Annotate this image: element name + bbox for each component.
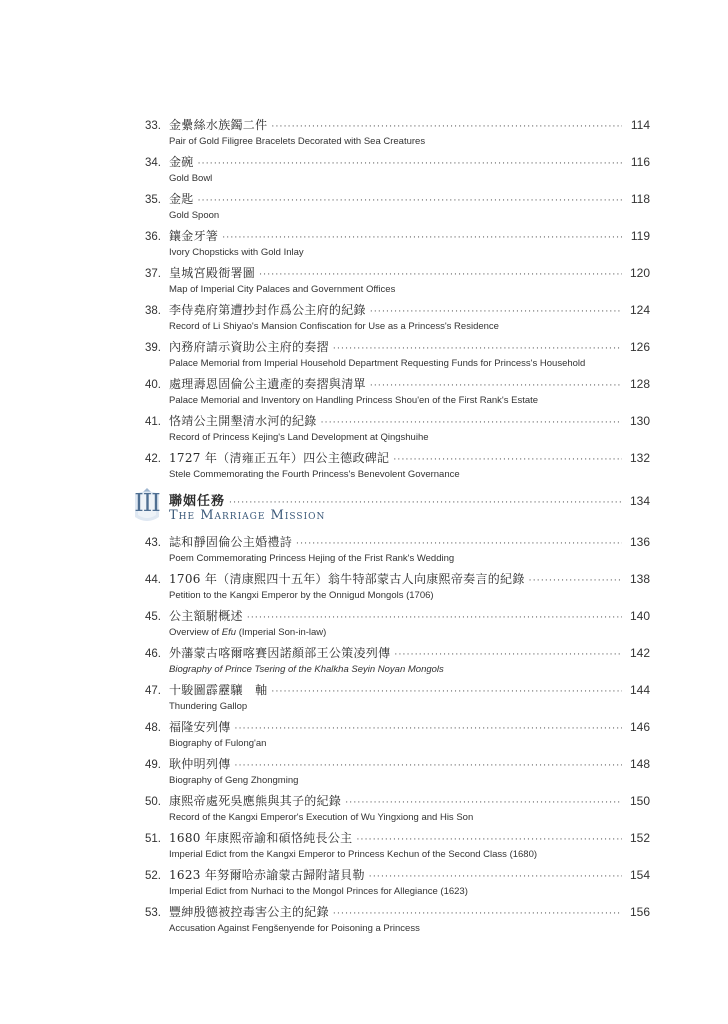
leader-dots [394, 650, 622, 660]
toc-entry[interactable] [145, 227, 650, 259]
toc-entry-title-row [145, 116, 650, 135]
entry-title-chinese: 1680 年康熙帝諭和碩恪純長公主 [169, 831, 353, 845]
entry-title-english: Map of Imperial City Palaces and Government Offices [169, 284, 396, 295]
entry-title-english: Palace Memorial and Inventory on Handling Princess Shou'en of the First Rank's Estate [169, 395, 539, 406]
toc-entry[interactable] [145, 264, 650, 296]
entry-title-english: Biography of Geng Zhongming [169, 775, 299, 786]
entry-title-english: Stele Commemorating the Fourth Princess's Benevolent Governance [169, 469, 460, 480]
entry-number: 51. [145, 833, 161, 845]
entry-page-number: 118 [630, 192, 650, 206]
entry-number: 46. [145, 648, 161, 660]
entry-title-english-prefix: Overview of [169, 627, 222, 638]
entry-number: 53. [145, 907, 161, 919]
entry-title-chinese: 處理壽恩固倫公主遺產的奏摺與清單 [169, 377, 366, 391]
entry-title-chinese: 金匙 [169, 192, 194, 206]
entry-title-chinese: 誌和靜固倫公主婚禮詩 [169, 535, 293, 549]
leader-dots [356, 835, 622, 845]
toc-entry-title-row [145, 338, 650, 357]
entry-title-english-italic: Efu [221, 627, 237, 638]
entry-title-english: Poem Commemorating Princess Hejing of the Frist Rank's Wedding [169, 553, 455, 564]
entry-title-chinese: 金纍絲水族鐲二件 [169, 118, 268, 132]
entry-title-english: Record of the Kangxi Emperor's Execution of Wu Yingxiong and His Son [169, 812, 474, 823]
entry-page-number: 116 [630, 155, 650, 169]
entry-title-chinese: 康熙帝處死吳應熊與其子的紀錄 [169, 794, 342, 808]
leader-dots [370, 307, 622, 317]
leader-dots [393, 455, 622, 465]
entry-number: 45. [145, 611, 161, 623]
leader-dots [333, 909, 622, 919]
entry-number: 44. [145, 574, 161, 586]
entry-number: 49. [145, 759, 161, 771]
toc-entry[interactable] [145, 190, 650, 222]
leader-dots [271, 687, 622, 697]
leader-dots [235, 724, 622, 734]
toc-entry[interactable] [145, 866, 650, 898]
entry-page-number: 132 [629, 451, 650, 465]
entry-title-english: Record of Princess Kejing's Land Development at Qingshuihe [169, 432, 429, 443]
entry-title-chinese: 鑲金牙箸 [169, 229, 219, 243]
entry-title-english: Biography of Fulong'an [169, 738, 267, 749]
toc-entry[interactable] [145, 533, 650, 565]
entry-number: 52. [145, 870, 161, 882]
toc-entry-title-row [145, 792, 650, 811]
toc-entry[interactable] [145, 792, 650, 824]
entry-title-chinese: 恪靖公主開墾清水河的紀錄 [169, 414, 317, 428]
table-of-contents [0, 116, 728, 940]
leader-dots [235, 761, 622, 771]
toc-entry-title-row [145, 375, 650, 394]
toc-entry[interactable] [145, 644, 650, 676]
entry-page-number: 119 [630, 229, 650, 243]
toc-entry-title-row [145, 153, 650, 172]
entry-number: 41. [145, 416, 161, 428]
leader-dots [222, 233, 622, 243]
toc-entry-title-row [145, 533, 650, 552]
entry-title-english: Gold Spoon [169, 210, 220, 221]
entry-number: 37. [145, 268, 161, 280]
entry-title-chinese: 李侍堯府第遭抄封作爲公主府的紀錄 [169, 303, 366, 317]
toc-entry[interactable] [145, 607, 650, 639]
entry-title-english: Imperial Edict from the Kangxi Emperor to Princess Kechun of the Second Class (1680) [169, 849, 538, 860]
toc-entry-title-row [145, 866, 650, 885]
entry-page-number: 144 [629, 683, 650, 697]
entry-page-number: 148 [629, 757, 650, 771]
leader-dots [259, 270, 622, 280]
toc-entry-title-row [145, 607, 650, 626]
entry-title-english-suffix: (Imperial Son-in-law) [236, 627, 327, 638]
entry-title-english: Thundering Gallop [169, 701, 248, 712]
entry-title-chinese: 金碗 [169, 155, 194, 169]
entry-page-number: 124 [629, 303, 650, 317]
toc-entry[interactable] [145, 829, 650, 861]
entry-page-number: 146 [629, 720, 650, 734]
entry-number: 40. [145, 379, 161, 391]
entry-page-number: 130 [629, 414, 650, 428]
entry-title-english [169, 626, 650, 639]
entry-title-chinese: 1727 年（清雍正五年）四公主德政碑記 [169, 451, 390, 465]
toc-entry[interactable] [145, 570, 650, 602]
toc-group-part-ii [0, 116, 728, 481]
leader-dots [333, 344, 622, 354]
entry-number: 38. [145, 305, 161, 317]
section-title-chinese: 聯姻任務 [169, 494, 226, 509]
toc-entry[interactable] [145, 903, 650, 935]
entry-number: 36. [145, 231, 161, 243]
entry-title-english: Imperial Edict from Nurhaci to the Mongol Princes for Allegiance (1623) [169, 886, 468, 897]
section-title-row [169, 490, 650, 509]
entry-page-number: 114 [630, 118, 650, 132]
entry-page-number: 136 [629, 535, 650, 549]
leader-dots [247, 613, 622, 623]
entry-title-english: Biography of Prince Tsering of the Khalkha Seyin Noyan Mongols [169, 664, 444, 675]
toc-entry[interactable] [145, 718, 650, 750]
entry-number: 48. [145, 722, 161, 734]
toc-entry-title-row [145, 570, 650, 589]
entry-title-chinese: 福隆安列傳 [169, 720, 231, 734]
entry-number: 47. [145, 685, 161, 697]
toc-group-part-iii [0, 533, 728, 935]
entry-title-chinese: 1706 年（清康熙四十五年）翁牛特部蒙古人向康熙帝奏言的紀錄 [169, 572, 525, 586]
entry-page-number: 128 [629, 377, 650, 391]
toc-entry[interactable] [145, 153, 650, 185]
leader-dots [198, 159, 622, 169]
leader-dots [296, 539, 622, 549]
entry-number: 34. [145, 157, 161, 169]
entry-title-chinese: 豐紳殷德被控毒害公主的紀錄 [169, 905, 329, 919]
entry-title-chinese: 外藩蒙古喀爾喀賽因諾顏部王公策凌列傳 [169, 646, 391, 660]
toc-entry-title-row [145, 718, 650, 737]
entry-page-number: 154 [629, 868, 650, 882]
toc-entry[interactable] [145, 681, 650, 713]
entry-number: 50. [145, 796, 161, 808]
entry-title-chinese: 內務府請示資助公主府的奏摺 [169, 340, 329, 354]
entry-page-number: 150 [629, 794, 650, 808]
toc-entry[interactable] [145, 449, 650, 481]
toc-entry-title-row [145, 449, 650, 468]
entry-title-chinese: 公主額駙概述 [169, 609, 243, 623]
toc-entry[interactable] [145, 338, 650, 370]
entry-title-chinese: 1623 年努爾哈赤諭蒙古歸附諸貝勒 [169, 868, 365, 882]
leader-dots [345, 798, 622, 808]
toc-entry-title-row [145, 644, 650, 663]
entry-number: 42. [145, 453, 161, 465]
toc-entry-title-row [145, 264, 650, 283]
toc-entry-title-row [145, 227, 650, 246]
leader-dots [369, 872, 622, 882]
toc-entry[interactable] [145, 116, 650, 148]
entry-number: 39. [145, 342, 161, 354]
entry-title-english: Petition to the Kangxi Emperor by the Onnigud Mongols (1706) [169, 590, 434, 601]
entry-title-english: Record of Li Shiyao's Mansion Confiscation for Use as a Princess's Residence [169, 321, 499, 332]
leader-dots [321, 418, 622, 428]
entry-page-number: 152 [629, 831, 650, 845]
section-heading[interactable] [130, 487, 650, 527]
leader-dots [198, 196, 622, 206]
toc-entry-title-row [145, 903, 650, 922]
entry-page-number: 140 [629, 609, 650, 623]
toc-entry[interactable] [145, 301, 650, 333]
toc-entry-title-row [145, 301, 650, 320]
entry-page-number: 156 [629, 905, 650, 919]
entry-page-number: 142 [629, 646, 650, 660]
entry-title-english: Ivory Chopsticks with Gold Inlay [169, 247, 304, 258]
toc-entry[interactable] [145, 412, 650, 444]
section-title-english: The Marriage Mission [169, 508, 326, 523]
leader-dots [529, 576, 622, 586]
toc-entry-title-row [145, 190, 650, 209]
entry-page-number: 138 [629, 572, 650, 586]
toc-entry-title-row [145, 412, 650, 431]
leader-dots [229, 498, 622, 508]
entry-number: 43. [145, 537, 161, 549]
toc-entry-title-row [145, 829, 650, 848]
entry-page-number: 120 [629, 266, 650, 280]
leader-dots [271, 122, 622, 132]
toc-entry[interactable] [145, 375, 650, 407]
toc-entry-title-row [145, 755, 650, 774]
toc-entry-title-row [145, 681, 650, 700]
entry-title-english: Palace Memorial from Imperial Household Department Requesting Funds for Princess's Household [169, 358, 586, 369]
entry-title-english: Pair of Gold Filigree Bracelets Decorated with Sea Creatures [169, 136, 426, 147]
entry-number: 33. [145, 120, 161, 132]
section-page-number: 134 [629, 494, 650, 508]
section-numeral: III [134, 489, 160, 517]
entry-title-english: Accusation Against Fengšenyende for Poisoning a Princess [169, 923, 420, 934]
entry-title-chinese: 皇城宮殿衙署圖 [169, 266, 256, 280]
entry-number: 35. [145, 194, 161, 206]
leader-dots [370, 381, 622, 391]
toc-entry[interactable] [145, 755, 650, 787]
entry-page-number: 126 [629, 340, 650, 354]
entry-title-chinese: 耿仲明列傳 [169, 757, 231, 771]
entry-title-chinese: 十駿圖霹靂驤 軸 [169, 683, 268, 697]
entry-title-english: Gold Bowl [169, 173, 213, 184]
